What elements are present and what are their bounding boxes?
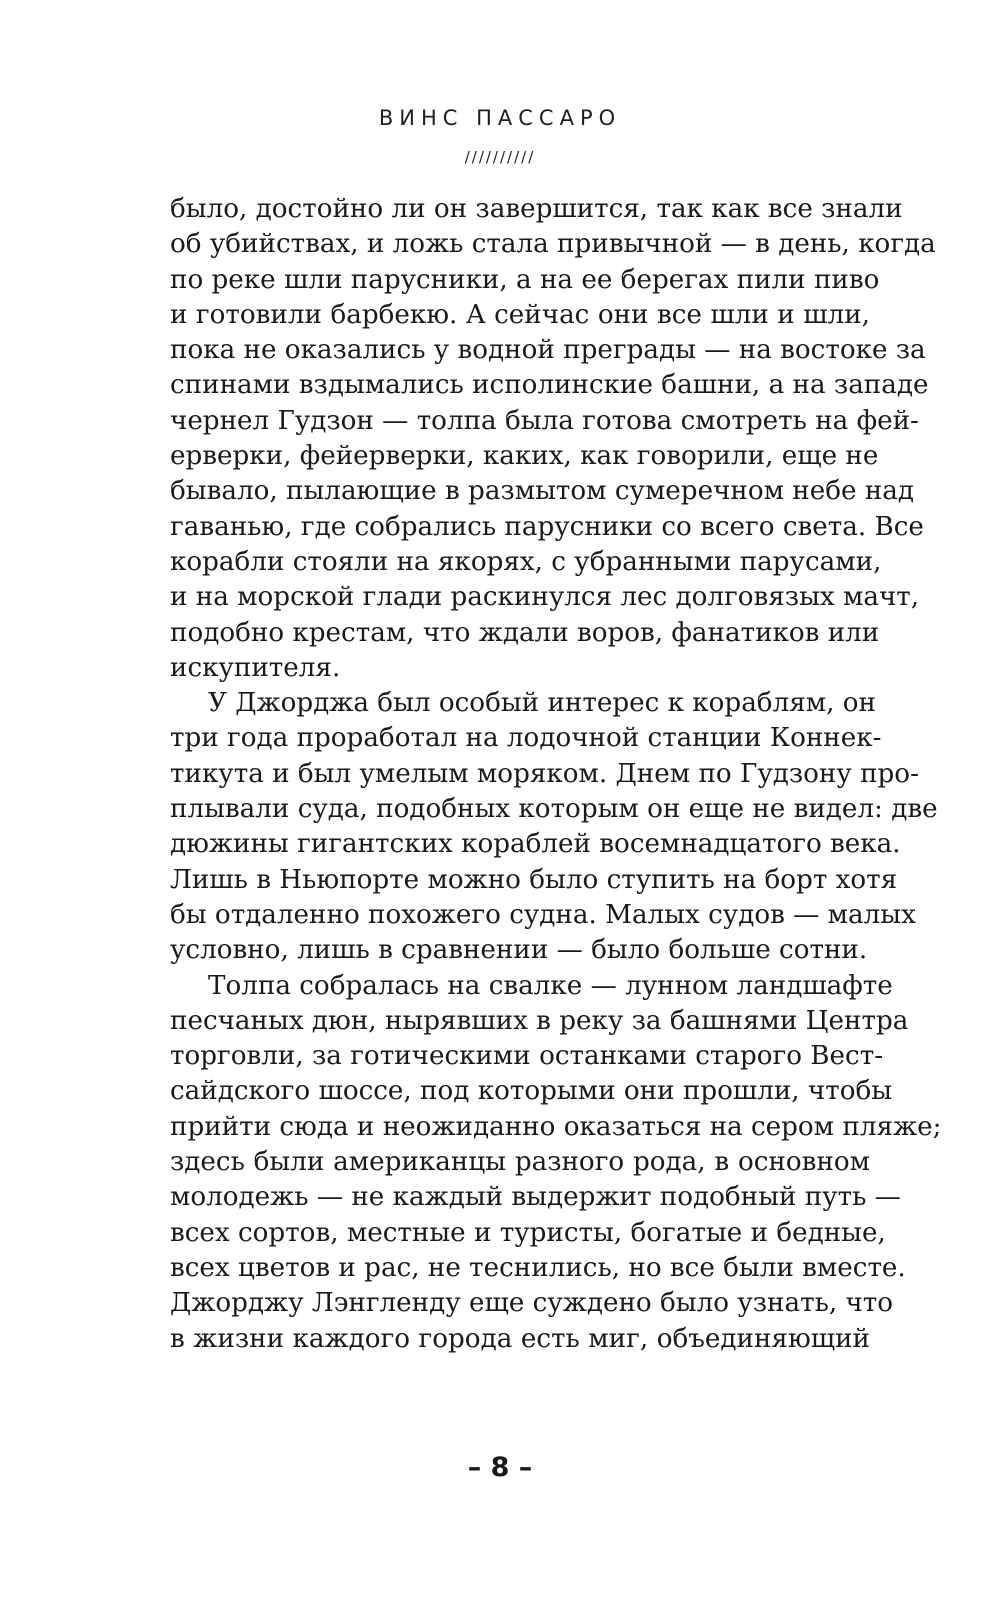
text-line: пока не оказались у водной преграды — на востоке за	[170, 335, 926, 366]
text-line: бывало, пылающие в размытом сумеречном небе над	[170, 476, 915, 507]
text-line: дюжины гигантских кораблей восемнадцатого века.	[170, 829, 901, 860]
text-line: всех цветов и рас, не теснились, но все были вместе.	[170, 1252, 906, 1283]
page-number: – 8 –	[467, 1452, 533, 1483]
text-line: три года проработал на лодочной станции Коннек-	[170, 723, 882, 754]
text-line: торговли, за готическими останками старого Вест-	[170, 1041, 884, 1072]
text-line: спинами вздымались исполинские башни, а на западе	[170, 370, 929, 401]
text-line: сайдского шоссе, под которыми они прошли, чтобы	[170, 1076, 893, 1107]
text-line: тикута и был умелым моряком. Днем по Гудзону про-	[170, 758, 919, 789]
text-line: Джорджу Лэнгленду еще суждено было узнать, что	[170, 1288, 894, 1319]
paragraph-first-line: У Джорджа был особый интерес к кораблям, он	[208, 688, 876, 719]
paragraph-first-line: Толпа собралась на свалке — лунном ландшафте	[208, 970, 893, 1001]
text-line: бы отдаленно похожего судна. Малых судов — малых	[170, 899, 916, 930]
text-line: здесь были американцы разного рода, в основном	[170, 1147, 870, 1178]
text-line: всех сортов, местные и туристы, богатые и бедные,	[170, 1217, 886, 1248]
text-line: корабли стояли на якорях, с убранными парусами,	[170, 546, 882, 577]
text-line: гаванью, где собрались парусники со всего света. Все	[170, 511, 924, 542]
text-line: молодежь — не каждый выдержит подобный путь —	[170, 1182, 901, 1213]
text-line: было, достойно ли он завершится, так как все знали	[170, 194, 903, 224]
text-line: условно, лишь в сравнении — было больше сотни.	[170, 935, 868, 966]
text-line: и на морской глади раскинулся лес долговязых мачт,	[170, 582, 920, 613]
text-line: по реке шли парусники, а на ее берегах пили пиво	[170, 264, 880, 295]
text-line: в жизни каждого города есть миг, объединяющий	[170, 1323, 870, 1354]
header-ornament: //////////	[464, 148, 536, 166]
text-line: песчаных дюн, нырявших в реку за башнями Центра	[170, 1005, 909, 1036]
text-line: чернел Гудзон — толпа была готова смотреть на фей-	[170, 405, 919, 436]
text-line: плывали суда, подобных которым он еще не видел: две	[170, 794, 938, 825]
running-head-author: ВИНС ПАССАРО	[378, 106, 622, 130]
text-line: прийти сюда и неожиданно оказаться на сером пляже;	[170, 1111, 942, 1142]
text-line: подобно крестам, что ждали воров, фанатиков или	[170, 617, 880, 648]
text-line: об убийствах, и ложь стала привычной — в день, когда	[170, 229, 936, 260]
body-text	[170, 192, 942, 1357]
text-line: искупителя.	[170, 652, 341, 683]
text-line: и готовили барбекю. А сейчас они все шли и шли,	[170, 299, 870, 330]
text-line: Лишь в Ньюпорте можно было ступить на борт хотя	[170, 864, 898, 895]
text-line: ерверки, фейерверки, каких, как говорили, еще не	[170, 441, 879, 472]
